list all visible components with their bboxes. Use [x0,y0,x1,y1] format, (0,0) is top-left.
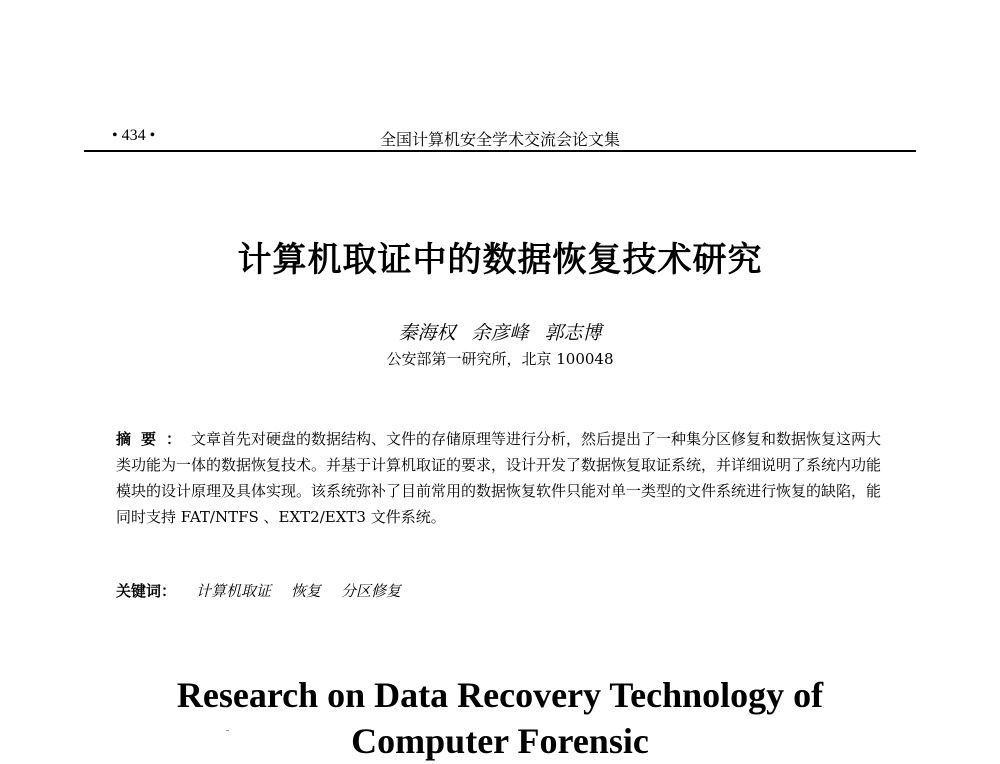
abstract-label: 摘要： [116,430,192,448]
keywords-label: 关键词： [116,582,177,600]
authors: 秦海权 余彦峰 郭志博 [398,322,602,344]
page-number: • 434 • [112,127,156,144]
abstract-text: 文章首先对硬盘的数据结构、文件的存储原理等进行分析，然后提出了一种集分区修复和数据恢复这两大类功能为一体的数据恢复技术。并基于计算机取证的要求，设计开发了数据恢复取证系统，并详细说明了系统内功能模块的设计原理及具体实现。该系统弥补了目前常用的数据恢复软件只能对单一类型的文件系统进行恢复的缺陷，能同时支持 FAT/NTFS 、EXT2/EXT3 文件系统。 [116,430,882,526]
scan-speck [226,730,229,731]
keyword-item: 计算机取证 [196,582,272,600]
running-header-title: 全国计算机安全学术交流会论文集 [379,130,620,149]
abstract [116,426,886,530]
english-title-line-1: Research on Data Recovery Technology of [176,675,824,715]
affiliation: 公安部第一研究所，北京 100048 [386,350,614,368]
english-title-line-2: Computer Forensic [351,721,649,761]
english-paper-title [0,672,1000,764]
chinese-paper-title: 计算机取证中的数据恢复技术研究 [237,240,763,280]
header-divider [84,150,916,152]
keyword-item: 分区修复 [341,582,402,600]
keywords [116,580,401,601]
keyword-item: 恢复 [291,582,322,600]
